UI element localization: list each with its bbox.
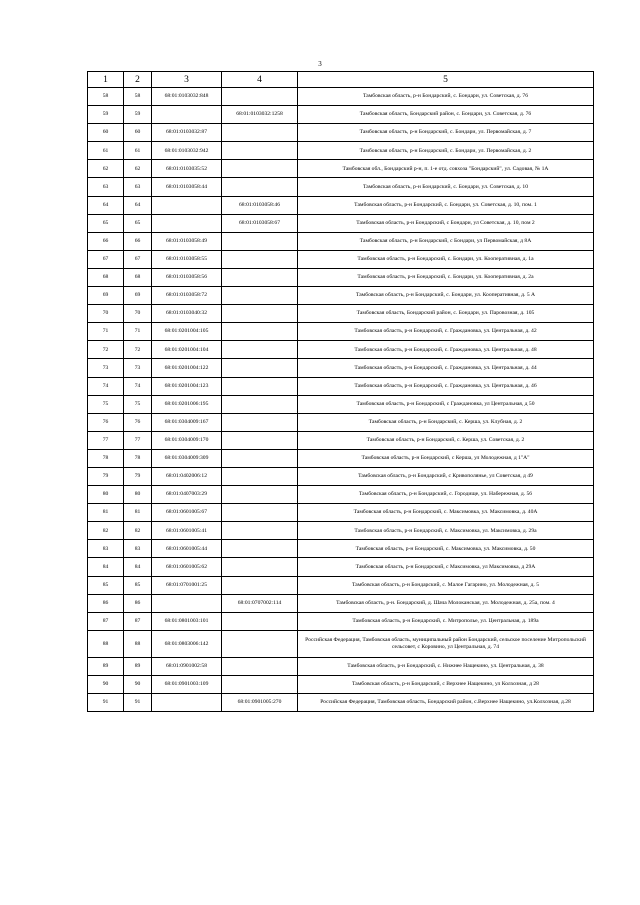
column-header-5: 5: [298, 72, 594, 88]
building-cadastral-number-cell: [222, 657, 298, 675]
building-cadastral-number-cell: [222, 558, 298, 576]
land-cadastral-number-cell: 68:01:0103058:56: [152, 268, 222, 286]
land-cadastral-number-cell: 68:01:0201004:104: [152, 341, 222, 359]
building-cadastral-number-cell: [222, 449, 298, 467]
object-number-cell: 68: [124, 268, 152, 286]
table-row: [88, 341, 594, 359]
address-cell: Тамбовская область, р-н Бондарский, с. Керша, ул. Советская, д. 2: [298, 431, 594, 449]
row-number-cell: 67: [88, 250, 124, 268]
table-row: [88, 106, 594, 124]
building-cadastral-number-cell: [222, 268, 298, 286]
row-number-cell: 85: [88, 576, 124, 594]
land-cadastral-number-cell: [152, 214, 222, 232]
table-row: [88, 576, 594, 594]
building-cadastral-number-cell: [222, 287, 298, 305]
row-number-cell: 61: [88, 142, 124, 160]
building-cadastral-number-cell: [222, 540, 298, 558]
table-row: [88, 287, 594, 305]
table-row: [88, 323, 594, 341]
row-number-cell: 58: [88, 88, 124, 106]
table-row: [88, 522, 594, 540]
building-cadastral-number-cell: [222, 576, 298, 594]
object-number-cell: 67: [124, 250, 152, 268]
row-number-cell: 80: [88, 486, 124, 504]
column-header-1: 1: [88, 72, 124, 88]
building-cadastral-number-cell: [222, 431, 298, 449]
land-cadastral-number-cell: 68:01:0901002:58: [152, 657, 222, 675]
row-number-cell: 91: [88, 694, 124, 712]
object-number-cell: 74: [124, 377, 152, 395]
object-number-cell: 72: [124, 341, 152, 359]
object-number-cell: 61: [124, 142, 152, 160]
building-cadastral-number-cell: [222, 522, 298, 540]
building-cadastral-number-cell: 68:01:0103032:1258: [222, 106, 298, 124]
table-row: [88, 214, 594, 232]
object-number-cell: 77: [124, 431, 152, 449]
table-row: [88, 594, 594, 612]
object-number-cell: 81: [124, 504, 152, 522]
table-row: [88, 178, 594, 196]
land-cadastral-number-cell: 68:01:0801003:101: [152, 612, 222, 630]
object-number-cell: 83: [124, 540, 152, 558]
table-row: [88, 630, 594, 657]
row-number-cell: 88: [88, 630, 124, 657]
property-table: [87, 71, 594, 712]
address-cell: Тамбовская область, р-н Бондарский, с. Граждановка, ул. Центральная, д. 44: [298, 359, 594, 377]
row-number-cell: 76: [88, 413, 124, 431]
object-number-cell: 78: [124, 449, 152, 467]
object-number-cell: 70: [124, 305, 152, 323]
table-row: [88, 694, 594, 712]
land-cadastral-number-cell: 68:01:0103032:87: [152, 124, 222, 142]
row-number-cell: 77: [88, 431, 124, 449]
row-number-cell: 81: [88, 504, 124, 522]
address-cell: Тамбовская область, р-н Бондарский, с. Городище, ул. Набережная, д. 56: [298, 486, 594, 504]
address-cell: Тамбовская область, р-н Бондарский, с Бондари, ул Советская, д. 10, пом 2: [298, 214, 594, 232]
address-cell: Тамбовская область, р-н Бондарский, с. Бондари, ул. Первомайская, д. 7: [298, 124, 594, 142]
table-row: [88, 612, 594, 630]
land-cadastral-number-cell: 68:01:0407003:29: [152, 486, 222, 504]
land-cadastral-number-cell: 68:01:0304009:309: [152, 449, 222, 467]
column-header-4: 4: [222, 72, 298, 88]
table-row: [88, 305, 594, 323]
object-number-cell: 86: [124, 594, 152, 612]
address-cell: Тамбовская область, р-н Бондарский, с. Нижнее Нащекино, ул. Центральная, д. 38: [298, 657, 594, 675]
building-cadastral-number-cell: [222, 504, 298, 522]
table-row: [88, 675, 594, 693]
row-number-cell: 70: [88, 305, 124, 323]
table-row: [88, 413, 594, 431]
object-number-cell: 64: [124, 196, 152, 214]
address-cell: Тамбовская область, р-н Бондарский, с. Митрополье, ул. Центральная, д. 189а: [298, 612, 594, 630]
building-cadastral-number-cell: [222, 323, 298, 341]
land-cadastral-number-cell: 68:01:0201006:195: [152, 395, 222, 413]
land-cadastral-number-cell: 68:01:0103040:32: [152, 305, 222, 323]
building-cadastral-number-cell: 68:01:0103058:46: [222, 196, 298, 214]
land-cadastral-number-cell: 68:01:0201004:123: [152, 377, 222, 395]
address-cell: Тамбовская область, р-н Бондарский, с. Малое Гагарино, ул. Молодежная, д. 5: [298, 576, 594, 594]
address-cell: Тамбовская область, р-н Бондарский, с. Максимовка, ул. Максимовка, д. 40А: [298, 504, 594, 522]
building-cadastral-number-cell: 68:01:0901005:270: [222, 694, 298, 712]
land-cadastral-number-cell: 68:01:0601005:62: [152, 558, 222, 576]
address-cell: Тамбовская область, р-н Бондарский, с Керша, ул Молодежная, д 1"А": [298, 449, 594, 467]
building-cadastral-number-cell: [222, 142, 298, 160]
table-header-row: [88, 72, 594, 88]
address-cell: Тамбовская область, р-н Бондарский, с. Максимовка, ул. Максимовка, д. 50: [298, 540, 594, 558]
land-cadastral-number-cell: 68:01:0701001:25: [152, 576, 222, 594]
row-number-cell: 82: [88, 522, 124, 540]
building-cadastral-number-cell: [222, 160, 298, 178]
land-cadastral-number-cell: [152, 694, 222, 712]
address-cell: Тамбовская область, р-н Бондарский, с. Граждановка, ул. Центральная, д. 42: [298, 323, 594, 341]
land-cadastral-number-cell: 68:01:0304009:170: [152, 431, 222, 449]
land-cadastral-number-cell: 68:01:0103058:49: [152, 232, 222, 250]
object-number-cell: 91: [124, 694, 152, 712]
object-number-cell: 89: [124, 657, 152, 675]
object-number-cell: 65: [124, 214, 152, 232]
object-number-cell: 84: [124, 558, 152, 576]
table-row: [88, 486, 594, 504]
row-number-cell: 75: [88, 395, 124, 413]
row-number-cell: 73: [88, 359, 124, 377]
address-cell: Тамбовская область, Бондарский район, с. Бондари, ул. Советская, д. 76: [298, 106, 594, 124]
table-row: [88, 359, 594, 377]
row-number-cell: 59: [88, 106, 124, 124]
land-cadastral-number-cell: 68:01:0103035:52: [152, 160, 222, 178]
land-cadastral-number-cell: 68:01:0103058:55: [152, 250, 222, 268]
address-cell: Тамбовская область, р-н. Бондарский, д. Шача Молоканская, ул. Молодежная, д. 25а, пом. 4: [298, 594, 594, 612]
row-number-cell: 83: [88, 540, 124, 558]
row-number-cell: 69: [88, 287, 124, 305]
table-row: [88, 657, 594, 675]
building-cadastral-number-cell: [222, 467, 298, 485]
table-body: [88, 88, 594, 712]
building-cadastral-number-cell: [222, 359, 298, 377]
table-row: [88, 196, 594, 214]
table-row: [88, 449, 594, 467]
row-number-cell: 68: [88, 268, 124, 286]
table-row: [88, 88, 594, 106]
building-cadastral-number-cell: [222, 486, 298, 504]
land-cadastral-number-cell: 68:01:0103058:44: [152, 178, 222, 196]
row-number-cell: 65: [88, 214, 124, 232]
address-cell: Тамбовская область, р-н Бондарский, с. Граждановка, ул. Центральная, д. 46: [298, 377, 594, 395]
land-cadastral-number-cell: 68:01:0402006:12: [152, 467, 222, 485]
address-cell: Тамбовская область, р-н Бондарский, с. Бондари, ул. Кооперативная, д. 5 А: [298, 287, 594, 305]
building-cadastral-number-cell: [222, 124, 298, 142]
table-row: [88, 250, 594, 268]
address-cell: Российская Федерация, Тамбовская область, муниципальный район Бондарский, сельское поселение Митропольский сельсовет, с Коровино, ул Центральная, д. 74: [298, 630, 594, 657]
object-number-cell: 62: [124, 160, 152, 178]
building-cadastral-number-cell: [222, 250, 298, 268]
building-cadastral-number-cell: [222, 612, 298, 630]
land-cadastral-number-cell: [152, 594, 222, 612]
table-row: [88, 142, 594, 160]
land-cadastral-number-cell: 68:01:0601005:67: [152, 504, 222, 522]
table-row: [88, 395, 594, 413]
row-number-cell: 64: [88, 196, 124, 214]
object-number-cell: 90: [124, 675, 152, 693]
table-row: [88, 467, 594, 485]
row-number-cell: 71: [88, 323, 124, 341]
table-row: [88, 431, 594, 449]
object-number-cell: 63: [124, 178, 152, 196]
table-row: [88, 268, 594, 286]
building-cadastral-number-cell: [222, 341, 298, 359]
page-number: 3: [318, 60, 322, 68]
address-cell: Тамбовская область, р-н Бондарский, с. Бондари, ул. Советская, д. 10, пом. 1: [298, 196, 594, 214]
row-number-cell: 86: [88, 594, 124, 612]
building-cadastral-number-cell: [222, 178, 298, 196]
column-header-3: 3: [152, 72, 222, 88]
land-cadastral-number-cell: 68:01:0103058:72: [152, 287, 222, 305]
object-number-cell: 79: [124, 467, 152, 485]
address-cell: Тамбовская область, р-н Бондарский, с. Бондари, ул. Первомайская, д. 2: [298, 142, 594, 160]
building-cadastral-number-cell: [222, 630, 298, 657]
object-number-cell: 87: [124, 612, 152, 630]
object-number-cell: 69: [124, 287, 152, 305]
table-row: [88, 124, 594, 142]
object-number-cell: 59: [124, 106, 152, 124]
building-cadastral-number-cell: [222, 413, 298, 431]
row-number-cell: 89: [88, 657, 124, 675]
table-row: [88, 504, 594, 522]
object-number-cell: 76: [124, 413, 152, 431]
table-row: [88, 160, 594, 178]
land-cadastral-number-cell: 68:01:0103032:848: [152, 88, 222, 106]
land-cadastral-number-cell: 68:01:0201004:105: [152, 323, 222, 341]
row-number-cell: 62: [88, 160, 124, 178]
row-number-cell: 74: [88, 377, 124, 395]
building-cadastral-number-cell: [222, 232, 298, 250]
building-cadastral-number-cell: 68:01:0103058:67: [222, 214, 298, 232]
row-number-cell: 78: [88, 449, 124, 467]
building-cadastral-number-cell: 68:01:0707002:114: [222, 594, 298, 612]
object-number-cell: 60: [124, 124, 152, 142]
address-cell: Тамбовская обл., Бондарский р-н, п. 1-е отд. совхоза "Бондарский", ул. Садовая, № 1А: [298, 160, 594, 178]
building-cadastral-number-cell: [222, 88, 298, 106]
land-cadastral-number-cell: 68:01:0803006:142: [152, 630, 222, 657]
row-number-cell: 63: [88, 178, 124, 196]
row-number-cell: 84: [88, 558, 124, 576]
object-number-cell: 58: [124, 88, 152, 106]
row-number-cell: 72: [88, 341, 124, 359]
row-number-cell: 79: [88, 467, 124, 485]
address-cell: Российская Федерация, Тамбовская область, Бондарский район, с.Верхнее Нащекино, ул.Колхозная, д.28: [298, 694, 594, 712]
row-number-cell: 90: [88, 675, 124, 693]
address-cell: Тамбовская область, р-н Бондарский, с. Бондари, ул. Кооперативная, д. 1а: [298, 250, 594, 268]
address-cell: Тамбовская область, р-н Бондарский, с Бондари, ул Первомайская, д 8А: [298, 232, 594, 250]
object-number-cell: 85: [124, 576, 152, 594]
table-row: [88, 540, 594, 558]
land-cadastral-number-cell: 68:01:0304009:167: [152, 413, 222, 431]
table-row: [88, 558, 594, 576]
address-cell: Тамбовская область, р-н Бондарский, с Максимовка, ул Максимовка, д 29А: [298, 558, 594, 576]
row-number-cell: 66: [88, 232, 124, 250]
land-cadastral-number-cell: [152, 106, 222, 124]
object-number-cell: 73: [124, 359, 152, 377]
address-cell: Тамбовская область, р-н Бондарский, с Верхнее Нащекино, ул Колхозная, д 28: [298, 675, 594, 693]
land-cadastral-number-cell: 68:01:0601005:44: [152, 540, 222, 558]
row-number-cell: 87: [88, 612, 124, 630]
land-cadastral-number-cell: 68:01:0103032:942: [152, 142, 222, 160]
address-cell: Тамбовская область, р-н Бондарский, с. Граждановка, ул. Центральная, д. 48: [298, 341, 594, 359]
table-row: [88, 232, 594, 250]
object-number-cell: 71: [124, 323, 152, 341]
column-header-2: 2: [124, 72, 152, 88]
object-number-cell: 88: [124, 630, 152, 657]
row-number-cell: 60: [88, 124, 124, 142]
address-cell: Тамбовская область, р-н Бондарский, с Граждановка, ул Центральная, д 50: [298, 395, 594, 413]
building-cadastral-number-cell: [222, 305, 298, 323]
land-cadastral-number-cell: [152, 196, 222, 214]
building-cadastral-number-cell: [222, 377, 298, 395]
object-number-cell: 66: [124, 232, 152, 250]
land-cadastral-number-cell: 68:01:0601005:41: [152, 522, 222, 540]
address-cell: Тамбовская область, р-н Бондарский, с. Максимовка, ул. Максимовка, д. 29а: [298, 522, 594, 540]
address-cell: Тамбовская область, р-н Бондарский, с. Бондари, ул. Советская, д. 10: [298, 178, 594, 196]
address-cell: Тамбовская область, р-н Бондарский, с. Бондари, ул. Советская, д. 76: [298, 88, 594, 106]
object-number-cell: 82: [124, 522, 152, 540]
table-row: [88, 377, 594, 395]
land-cadastral-number-cell: 68:01:0901003:109: [152, 675, 222, 693]
object-number-cell: 80: [124, 486, 152, 504]
building-cadastral-number-cell: [222, 395, 298, 413]
address-cell: Тамбовская область, Бондарский район, с. Бондари, ул. Паровозная, д. 105: [298, 305, 594, 323]
building-cadastral-number-cell: [222, 675, 298, 693]
object-number-cell: 75: [124, 395, 152, 413]
address-cell: Тамбовская область, р-н Бондарский, с Кривополянье, ул Советская, д 49: [298, 467, 594, 485]
land-cadastral-number-cell: 68:01:0201004:122: [152, 359, 222, 377]
address-cell: Тамбовская область, р-н Бондарский, с. Бондари, ул. Кооперативная, д. 2а: [298, 268, 594, 286]
address-cell: Тамбовская область, р-н Бондарский, с. Керша, ул. Клубная, д. 2: [298, 413, 594, 431]
